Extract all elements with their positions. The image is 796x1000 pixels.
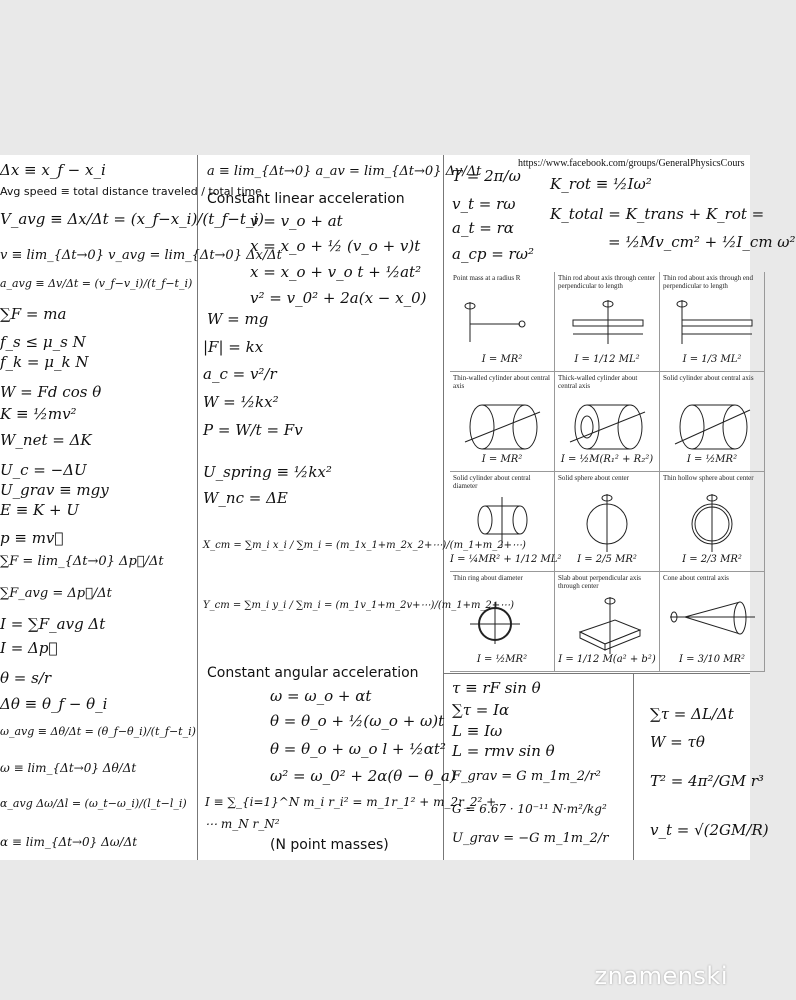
formula: G = 6.67 · 10⁻¹¹ N·m²/kg² [452, 802, 607, 816]
inertia-table [450, 272, 754, 672]
formula: P = W/t = Fv [203, 421, 303, 439]
inertia-cell [555, 272, 660, 372]
heading-linear: Constant linear acceleration [207, 191, 405, 207]
inertia-cell-formula: I = 2/5 MR² [577, 554, 637, 565]
inertia-cell-formula: I = 2/3 MR² [682, 554, 742, 565]
formula: p ≡ mv⃗ [0, 529, 64, 547]
formula: |F| = kx [203, 338, 264, 356]
inertia-cell-title: Solid cylinder about central axis [663, 374, 754, 382]
formula: L = rmv sin θ [452, 742, 555, 760]
inertia-cell-formula: I = 1/3 ML² [682, 354, 742, 365]
n-point-masses: (N point masses) [270, 837, 389, 853]
formula: ∑F_avg = Δp⃗/Δt [0, 586, 112, 601]
inertia-cell-formula: I = ½MR² [686, 454, 738, 465]
inertia-cell [660, 472, 765, 572]
formula: U_c = −ΔU [0, 461, 87, 479]
source-url: https://www.facebook.com/groups/GeneralPhysicsCours [518, 158, 745, 169]
formula: v_t = rω [452, 195, 516, 213]
formula: v_t = √(2GM/R) [650, 821, 769, 839]
inertia-cell-title: Thin hollow sphere about center [663, 474, 754, 482]
inertia-cell-title: Solid cylinder about central diameter [453, 474, 531, 490]
formula: W = mg [207, 310, 269, 328]
formula: v = v_o + at [250, 212, 343, 230]
formula: θ = θ_o + ω_o l + ½αt² [270, 740, 446, 758]
formula: F_grav = G m_1m_2/r² [452, 769, 601, 784]
inertia-cell [660, 272, 765, 372]
formula: Avg speed ≡ total distance traveled / total time [0, 185, 262, 198]
formula: α_avg Δω/Δl = (ω_t−ω_i)/(l_t−l_i) [0, 797, 187, 810]
inertia-cell [450, 272, 555, 372]
formula: W = ½kx² [203, 393, 279, 411]
formula: α ≡ lim_{Δt→0} Δω/Δt [0, 835, 138, 849]
inertia-cell-formula: I = 3/10 MR² [678, 654, 746, 665]
formula: ∑F = lim_{Δt→0} Δp⃗/Δt [0, 554, 164, 569]
formula: v ≡ lim_{Δt→0} v_avg = lim_{Δt→0} Δx/Δt [0, 248, 282, 263]
formula-sheet [0, 155, 796, 860]
inertia-cell-title: Slab about perpendicular axis through center [558, 574, 642, 590]
acceleration-definition: a ≡ lim_{Δt→0} a_av = lim_{Δt→0} Δv/Δt [207, 164, 482, 179]
inertia-cell-formula: I = 1/12 ML² [574, 354, 640, 365]
formula: T² = 4π²/GM r³ [650, 772, 764, 790]
inertia-cell-title: Thick-walled cylinder about central axis [558, 374, 638, 390]
formula: K_total = K_trans + K_rot = [550, 205, 765, 223]
formula: T = 2π/ω [452, 167, 521, 185]
formula: ω² = ω_0² + 2α(θ − θ_a) [270, 767, 456, 785]
inertia-cell-title: Point mass at a radius R [453, 274, 521, 282]
formula: W = τθ [650, 733, 705, 751]
formula: ω ≡ lim_{Δt→0} Δθ/Δt [0, 761, 137, 775]
inertia-cell [555, 472, 660, 572]
formula: ω = ω_o + αt [270, 687, 372, 705]
watermark: znamenski [594, 962, 728, 990]
formula: v² = v_0² + 2a(x − x_0) [250, 289, 427, 307]
formula: Δx ≡ x_f − x_i [0, 161, 106, 179]
formula: τ ≡ rF sin θ [452, 679, 541, 697]
inertia-cell-formula: I = MR² [481, 354, 523, 365]
inertia-cell-title: Thin ring about diameter [453, 574, 523, 582]
inertia-cell [450, 572, 555, 672]
moment-of-inertia: I ≡ ∑_{i=1}^N m_i r_i² = m_1r_1² + m_2r_2² + [205, 795, 497, 809]
formula: U_grav ≡ mgy [0, 481, 109, 499]
inertia-cell-formula: I = ½M(R₁² + R₂²) [560, 454, 654, 465]
inertia-cell-formula: I = ¼MR² + 1/12 ML² [450, 554, 562, 565]
formula: I = ∑F_avg Δt [0, 615, 106, 633]
formula: K ≡ ½mv² [0, 405, 77, 423]
formula: x = x_o + ½ (v_o + v)t [250, 237, 421, 255]
inertia-cell [555, 372, 660, 472]
formula: W_net = ΔK [0, 431, 92, 449]
formula: a_cp = rω² [452, 245, 534, 263]
formula: f_k = μ_k N [0, 353, 89, 371]
inertia-cell [660, 572, 765, 672]
inertia-cell-title: Thin-walled cylinder about central axis [453, 374, 550, 390]
formula: E ≡ K + U [0, 501, 80, 519]
inertia-cell [555, 572, 660, 672]
formula: U_spring ≡ ½kx² [203, 463, 332, 481]
formula: Δθ ≡ θ_f − θ_i [0, 695, 108, 713]
heading-angular: Constant angular acceleration [207, 665, 419, 681]
formula: ω_avg ≡ Δθ/Δt = (θ_f−θ_i)/(t_f−t_i) [0, 725, 196, 738]
formula: a_t = rα [452, 219, 514, 237]
inertia-cell-title: Thin rod about axis through center perpendicular to length [558, 274, 656, 290]
inertia-cell [450, 372, 555, 472]
formula: θ = θ_o + ½(ω_o + ω)t [270, 712, 445, 730]
formula: I = Δp⃗ [0, 639, 58, 657]
formula: V_avg ≡ Δx/Δt = (x_f−x_i)/(t_f−t_i) [0, 210, 265, 228]
inertia-cell [660, 372, 765, 472]
formula: f_s ≤ μ_s N [0, 333, 86, 351]
formula: W_nc = ΔE [203, 489, 288, 507]
formula: x = x_o + v_o t + ½at² [250, 263, 422, 281]
inertia-cell-title: Solid sphere about center [558, 474, 629, 482]
inertia-cell [450, 472, 562, 572]
formula: L ≡ Iω [452, 722, 503, 740]
formula: = ½Mv_cm² + ½I_cm ω² [608, 233, 796, 251]
inertia-cell-title: Thin rod about axis through end perpendicular to length [663, 274, 754, 290]
center-of-mass-x: X_cm = ∑m_i x_i / ∑m_i = (m_1x_1+m_2x_2+⋯)/(m_1+m_2+⋯) [203, 540, 526, 551]
formula: a_avg ≡ Δv/Δt = (v_f−v_i)/(t_f−t_i) [0, 277, 193, 290]
inertia-cell-formula: I = ½MR² [476, 654, 528, 665]
formula: ∑F = ma [0, 305, 67, 323]
formula: U_grav = −G m_1m_2/r [452, 831, 609, 846]
moment-of-inertia-cont: ⋯ m_N r_N² [205, 817, 280, 831]
inertia-cell-formula: I = 1/12 M(a² + b²) [558, 654, 656, 665]
formula: ∑τ = ΔL/Δt [650, 705, 734, 723]
inertia-cell-title: Cone about central axis [663, 574, 729, 582]
divider-bottom [443, 673, 750, 674]
center-of-mass-y: Y_cm = ∑m_i y_i / ∑m_i = (m_1v_1+m_2v+⋯)/(m_1+m_2+⋯) [203, 600, 515, 611]
formula: K_rot ≡ ½Iω² [550, 175, 652, 193]
formula: ∑τ = Iα [452, 701, 510, 719]
formula: W = Fd cos θ [0, 383, 102, 401]
formula: θ = s/r [0, 669, 52, 687]
divider-bottom-col [633, 673, 634, 860]
inertia-cell-formula: I = MR² [481, 454, 523, 465]
formula: a_c = v²/r [203, 365, 277, 383]
